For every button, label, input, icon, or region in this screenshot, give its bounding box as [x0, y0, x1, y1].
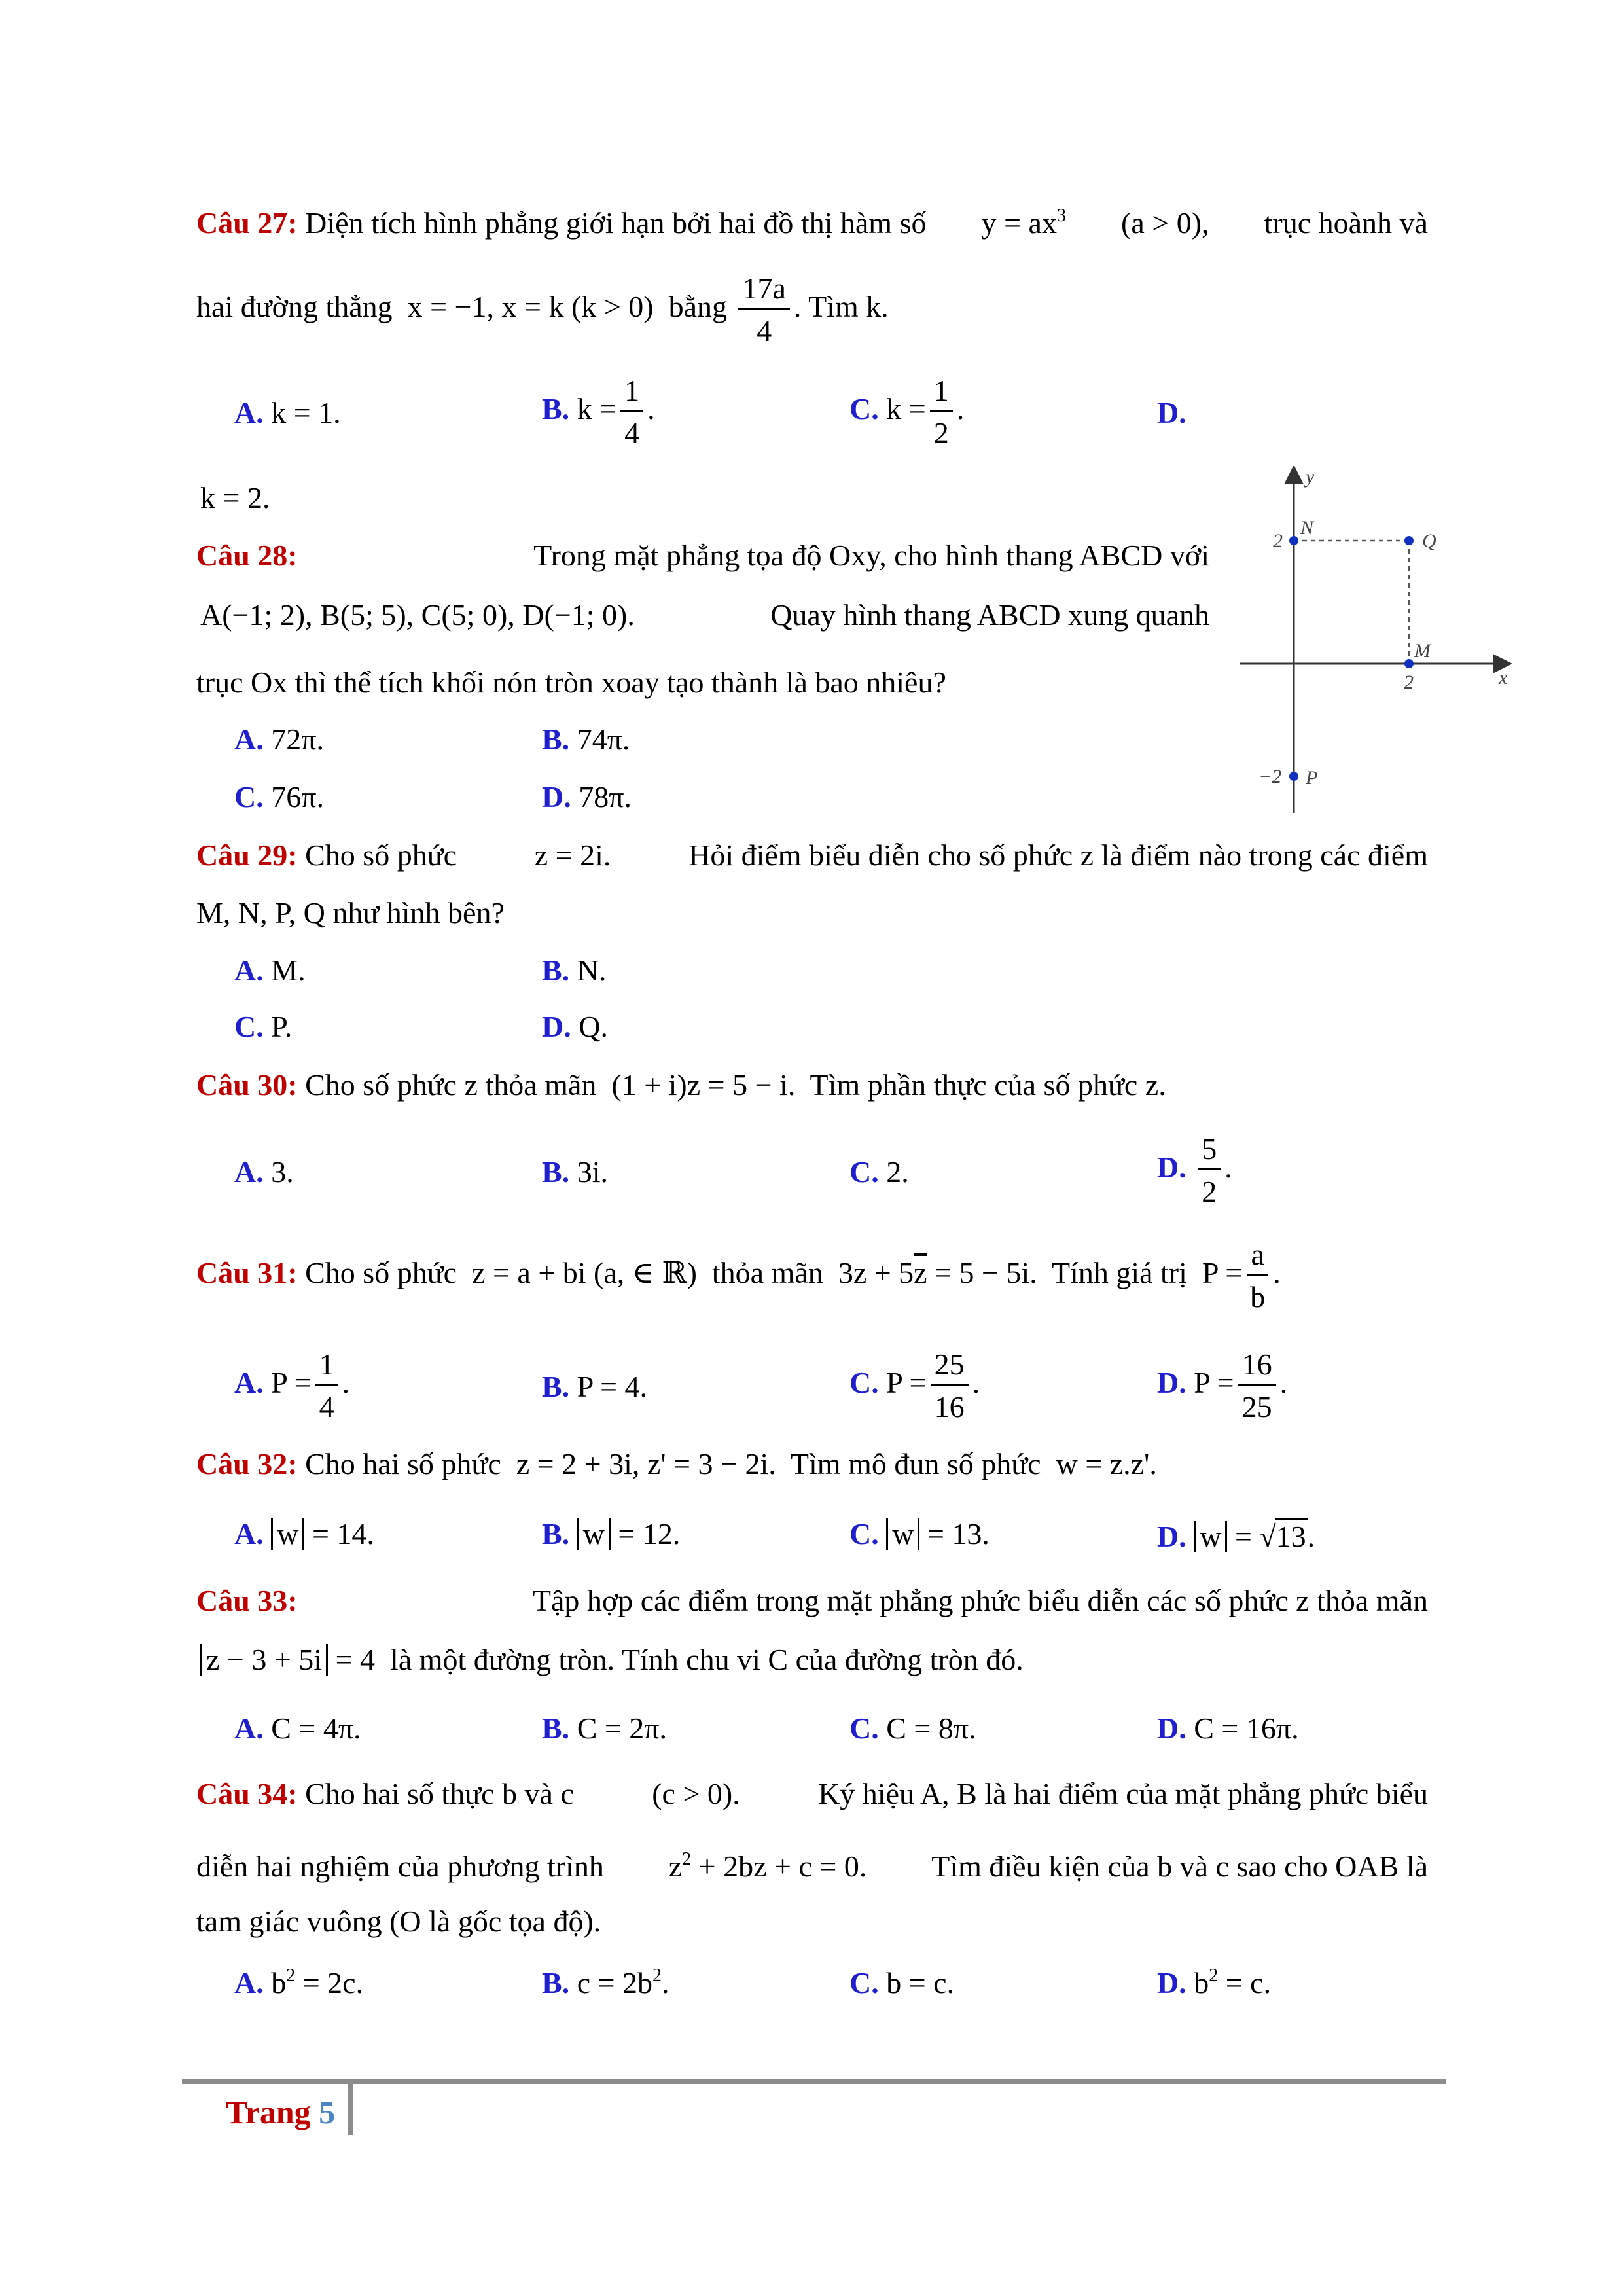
q31-line1: Câu 31: Cho số phức z = a + bi (a, ∈ ℝ) thỏa mãn $3z + 5\overline{z} = 5 - 5i$. Tính giá trị P = $\frac{a}{b}$ . [196, 1238, 1281, 1314]
q27-line1: Câu 27: Diện tích hình phẳng giới hạn bởi hai đồ thị hàm số $y = ax^3$ (a > 0), trục hoành và [196, 206, 1428, 240]
point-q [1404, 536, 1414, 545]
q30-label: Câu 30: [196, 1068, 298, 1102]
point-m-label: M [1414, 640, 1431, 662]
q28-option-d[interactable]: D. 78π. [542, 780, 632, 814]
q30-line1: Câu 30: Cho số phức z thỏa mãn (1 + i)z = 5 − i. Tìm phần thực của số phức z. [196, 1068, 1166, 1102]
q34-option-c[interactable]: C. b = c. [849, 1966, 955, 2000]
q29-label: Câu 29: [196, 838, 298, 872]
q31-option-b[interactable]: B. P = 4. [542, 1370, 648, 1403]
q34-line2: diễn hai nghiệm của phương trình $z^2 + 2bz + c = 0$. Tìm điều kiện của b và c sao cho OAB là [196, 1849, 1428, 1883]
q33-line2: z − 3 + 5i = 4 là một đường tròn. Tính chu vi C của đường tròn đó. [200, 1644, 1024, 1676]
point-n-label: N [1300, 517, 1314, 539]
q29-option-a[interactable]: A. M. [234, 954, 306, 987]
q27-option-c[interactable]: C. k = $\frac{1}{2}$ . [849, 374, 965, 450]
page-footer [226, 2081, 335, 2128]
q27-label: Câu 27: [196, 206, 298, 240]
point-q-label: Q [1422, 530, 1436, 552]
footer-rule [182, 2079, 1446, 2084]
q28-line1: Câu 28: Trong mặt phẳng tọa độ Oxy, cho hình thang ABCD với [196, 539, 1209, 572]
q34-label: Câu 34: [196, 1777, 298, 1810]
q31-option-c[interactable]: C. P = $\frac{25}{16}$ . [849, 1348, 980, 1424]
point-m [1404, 659, 1414, 668]
q34-line1: Câu 34: Cho hai số thực b và c (c > 0). Ký hiệu A, B là hai điểm của mặt phẳng phức biểu [196, 1777, 1428, 1810]
q27-option-b[interactable]: B. k = $\frac{1}{4}$ . [542, 374, 655, 450]
q30-option-a[interactable]: A. 3. [234, 1155, 294, 1189]
q30-option-d[interactable]: D. $\frac{5}{2}$ . [1157, 1132, 1232, 1208]
y-axis-label: y [1306, 466, 1315, 488]
q31-option-a[interactable]: A. P = $\frac{1}{4}$ . [234, 1348, 350, 1424]
y-tick-neg2: −2 [1258, 766, 1282, 787]
q27-option-d-text[interactable]: k = 2. [200, 481, 270, 514]
q29-option-b[interactable]: B. N. [542, 954, 607, 987]
q28-line2: A(−1; 2), B(5; 5), C(5; 0), D(−1; 0). Quay hình thang ABCD xung quanh [200, 598, 1209, 632]
q29-line2: M, N, P, Q như hình bên? [196, 896, 505, 929]
y-tick-2: 2 [1273, 530, 1283, 552]
q34-option-d[interactable]: D. $b^2 = c$. [1157, 1965, 1272, 2000]
q34-line3: tam giác vuông (O là gốc tọa độ). [196, 1905, 601, 1938]
q30-option-b[interactable]: B. 3i. [542, 1155, 608, 1189]
q27-line2: hai đường thẳng x = −1, x = k (k > 0) bằng $\frac{17a}{4}$ . Tìm k. [196, 272, 889, 348]
q33-line1: Câu 33: Tập hợp các điểm trong mặt phẳng phức biểu diễn các số phức z thỏa mãn [196, 1584, 1428, 1617]
q32-option-c[interactable]: C. w = 13. [849, 1517, 990, 1551]
point-n [1289, 536, 1298, 545]
q27-option-d-label[interactable]: D. [1157, 396, 1186, 429]
q27-option-a[interactable]: A. k = 1. [234, 396, 341, 429]
q28-option-a[interactable]: A. 72π. [234, 723, 324, 756]
q33-option-a[interactable]: A. C = 4π. [234, 1712, 361, 1745]
q32-option-b[interactable]: B. w = 12. [542, 1517, 681, 1551]
q31-label: Câu 31: [196, 1256, 298, 1290]
x-tick-2: 2 [1404, 672, 1414, 693]
q33-label: Câu 33: [196, 1584, 298, 1617]
coordinate-plane-figure [1240, 466, 1515, 819]
q32-line1: Câu 32: Cho hai số phức z = 2 + 3i, z' = 3 − 2i. Tìm mô đun số phức w = z.z'. [196, 1447, 1157, 1480]
q32-option-a[interactable]: A. w = 14. [234, 1517, 374, 1551]
page-number: 5 [319, 2094, 336, 2130]
x-axis-label: x [1499, 667, 1508, 689]
q32-label: Câu 32: [196, 1447, 298, 1480]
q27-fraction: $\frac{17a}{4}$ [738, 274, 789, 346]
q33-option-c[interactable]: C. C = 8π. [849, 1712, 976, 1745]
point-p [1289, 772, 1298, 781]
q28-line3: trục Ox thì thể tích khối nón tròn xoay tạo thành là bao nhiêu? [196, 666, 946, 699]
q28-option-c[interactable]: C. 76π. [234, 780, 324, 814]
q34-option-a[interactable]: A. $b^2 = 2c$. [234, 1965, 364, 2000]
q33-option-d[interactable]: D. C = 16π. [1157, 1712, 1299, 1745]
q29-line1: Câu 29: Cho số phức z = 2i. Hỏi điểm biểu diễn cho số phức z là điểm nào trong các điểm [196, 838, 1428, 872]
q32-option-d[interactable]: D. w = √13. [1157, 1520, 1315, 1553]
q28-label: Câu 28: [196, 539, 298, 572]
q30-option-c[interactable]: C. 2. [849, 1155, 909, 1189]
q29-option-c[interactable]: C. P. [234, 1010, 293, 1043]
q31-option-d[interactable]: D. P = $\frac{16}{25}$ . [1157, 1348, 1288, 1424]
point-p-label: P [1306, 767, 1318, 789]
q34-option-b[interactable]: B. $c = 2b^2$. [542, 1965, 669, 2000]
q29-option-d[interactable]: D. Q. [542, 1010, 608, 1043]
footer-label: Trang [226, 2094, 311, 2130]
q28-option-b[interactable]: B. 74π. [542, 723, 630, 756]
q33-option-b[interactable]: B. C = 2π. [542, 1712, 668, 1745]
footer-divider [348, 2084, 353, 2135]
